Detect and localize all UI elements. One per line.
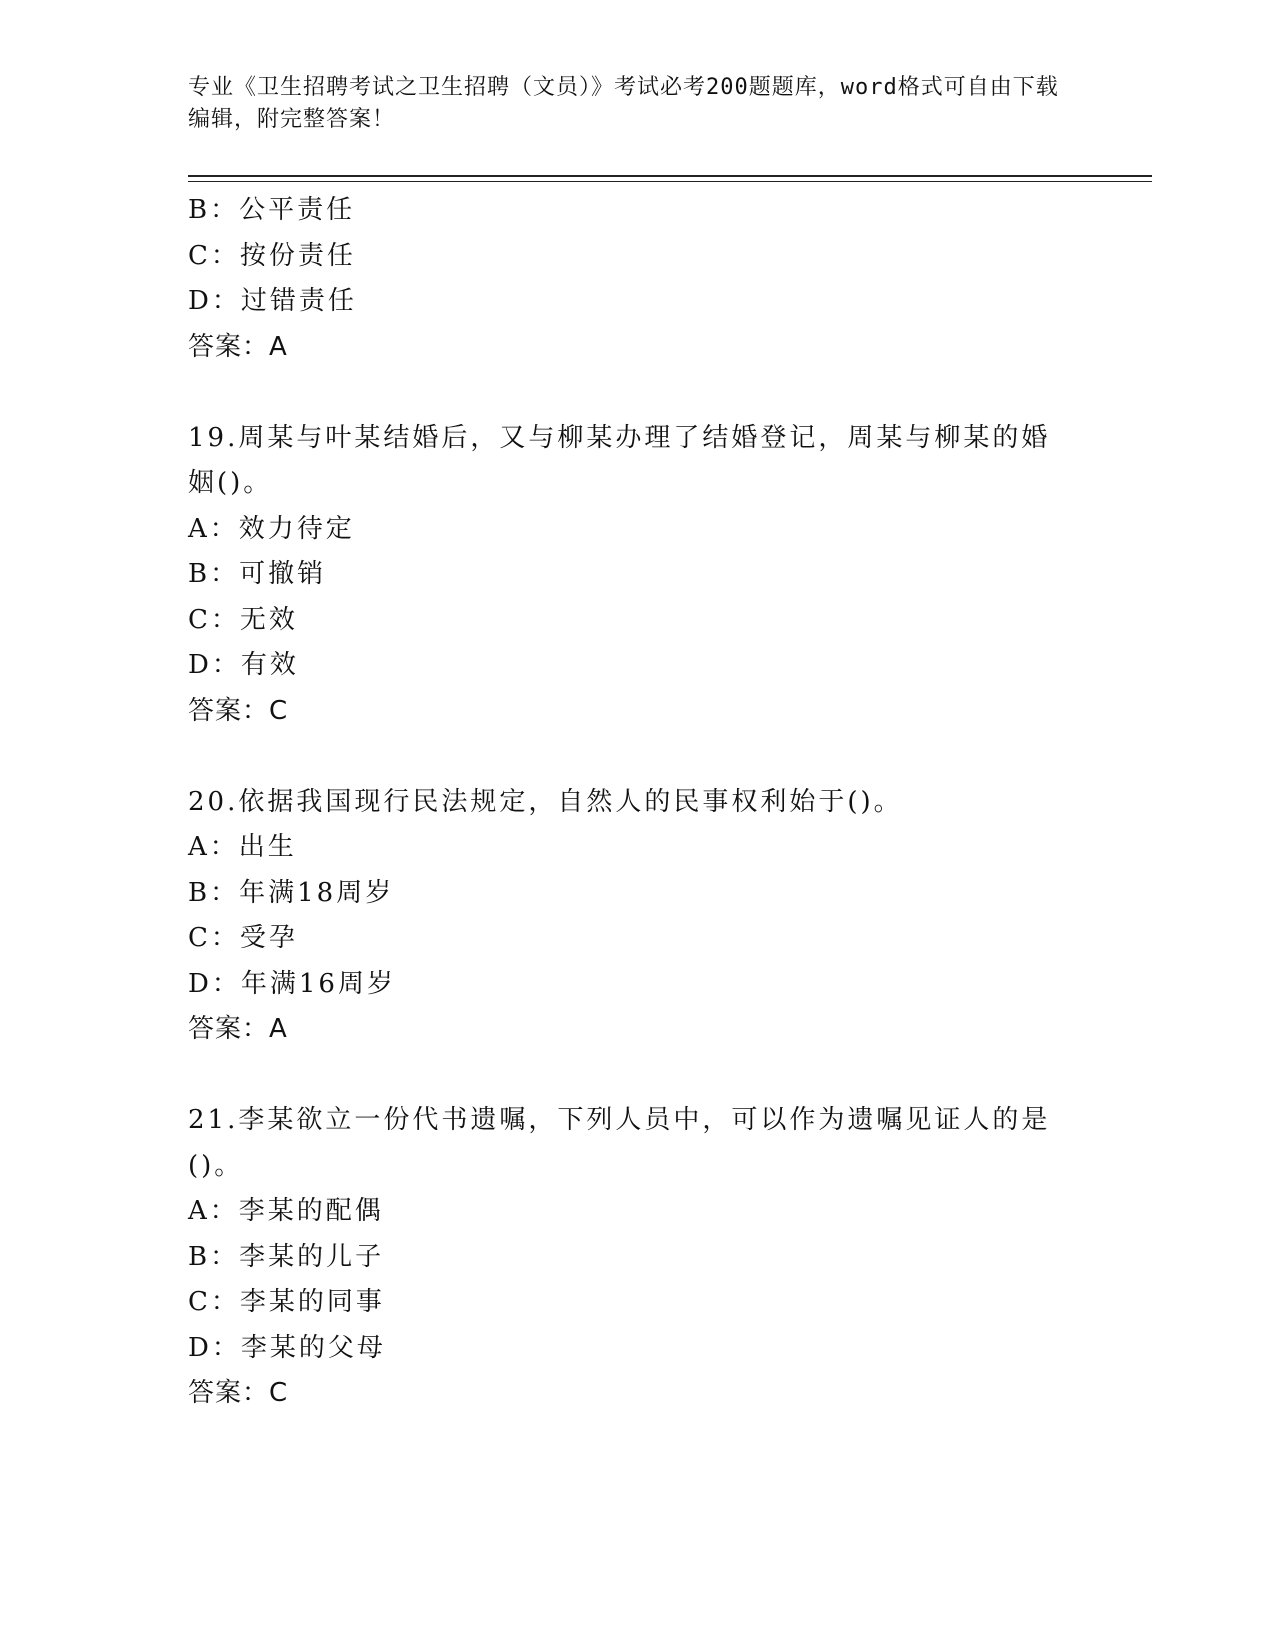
option-b: B：公平责任 <box>188 195 356 225</box>
option-a: A：李某的配偶 <box>188 1196 384 1226</box>
question-list <box>188 188 1088 1417</box>
option-a: A：效力待定 <box>188 513 355 544</box>
option-c: C：无效 <box>188 604 298 635</box>
option-b: B：李某的儿子 <box>188 1241 385 1272</box>
question-stem: 19.周某与叶某结婚后，又与柳某办理了结婚登记，周某与柳某的婚姻()。 <box>188 422 1051 498</box>
document-header: 专业《卫生招聘考试之卫生招聘（文员）》考试必考200题题库，word格式可自由下载编辑，附完整答案！ <box>188 75 1059 132</box>
answer: 答案：A <box>188 1014 288 1044</box>
option-d: D：有效 <box>188 650 299 680</box>
header-rule-thin <box>188 181 1152 182</box>
option-c: C：李某的同事 <box>188 1287 385 1317</box>
answer: 答案：C <box>188 1378 289 1408</box>
option-d: D：过错责任 <box>188 286 357 316</box>
answer: 答案：C <box>188 695 289 726</box>
question-stem: 21.李某欲立一份代书遗嘱，下列人员中，可以作为遗嘱见证人的是()。 <box>188 1105 1051 1181</box>
option-b: B：年满18周岁 <box>188 877 395 908</box>
option-a: A：出生 <box>188 832 297 862</box>
option-b: B：可撤销 <box>188 559 327 589</box>
header-rule-thick <box>188 175 1152 177</box>
question-stem: 20.依据我国现行民法规定，自然人的民事权利始于()。 <box>188 786 903 817</box>
option-d: D：李某的父母 <box>188 1332 386 1363</box>
answer: 答案：A <box>188 331 288 362</box>
option-c: C：按份责任 <box>188 240 356 271</box>
option-c: C：受孕 <box>188 923 298 953</box>
option-d: D：年满16周岁 <box>188 968 396 999</box>
